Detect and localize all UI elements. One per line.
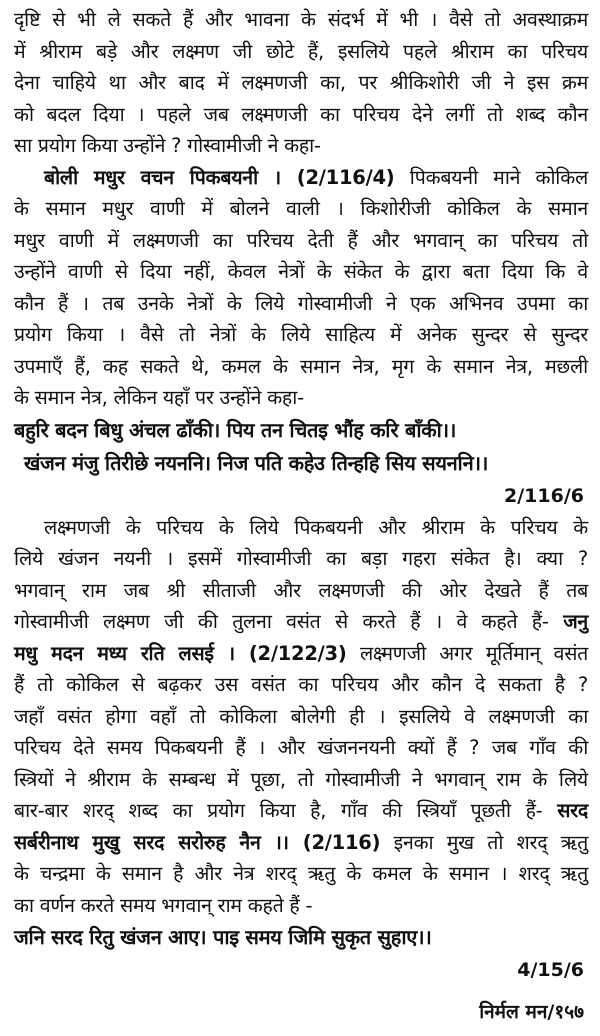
- text-line: उन्होंने वाणी से दिया नहीं, केवल नेत्रों के संकेत के द्वारा बता दिया कि वे: [14, 260, 588, 283]
- paragraph-2: [14, 162, 588, 414]
- paragraph-1: [14, 4, 588, 162]
- text-line: [14, 606, 588, 638]
- text-line: [14, 827, 588, 859]
- text-span: बार-बार शरद् शब्द का प्रयोग किया है, गाँव की स्त्रियाँ पूछती हैं-: [14, 799, 558, 822]
- text-line: को बदल दिया । पहले जब लक्ष्मणजी का परिचय देने लगीं तो शब्द कौन: [14, 102, 588, 126]
- text-line: के समान नेत्र, लेकिन यहाँ पर उन्होंने कहा-: [14, 386, 304, 409]
- text-line: [14, 795, 588, 827]
- text-span: गोस्वामीजी लक्ष्मण जी की तुलना वसंत से करते हैं । वे कहते हैं-: [14, 610, 564, 633]
- quote-bold: मधु मदन मध्य रति लसई । (2/122/3): [14, 641, 347, 665]
- text-line: में श्रीराम बड़े और लक्ष्मण जी छोटे हैं, इसलिये पहले श्रीराम का परिचय: [14, 39, 588, 63]
- verse-reference: 2/116/6: [504, 484, 584, 507]
- text-line: प्रयोग किया । वैसे तो नेत्रों के लिये साहित्य में अनेक सुन्दर से सुन्दर: [14, 323, 588, 346]
- text-line: के समान मधुर वाणी में बोलने वाली । किशोरीजी कोकिल के समान: [14, 197, 588, 220]
- text-line: जहाँ वसंत होगा वहाँ तो कोकिला बोलेगी ही । इसलिये वे लक्ष्मणजी का: [14, 704, 588, 728]
- text-line: मधुर वाणी में लक्ष्मणजी का परिचय देती हैं और भगवान् का परिचय तो: [14, 228, 588, 252]
- quote-bold: सरद: [557, 799, 588, 822]
- text-line: सा प्रयोग किया उन्होंने ? गोस्वामीजी ने कहा-: [14, 134, 321, 157]
- text-line: लक्ष्मणजी के परिचय के लिये पिकबयनी और श्रीराम के परिचय के: [44, 515, 588, 539]
- text-line: उपमाएँ हैं, कह सकते थे, कमल के समान नेत्र, मृग के समान नेत्र, मछली: [14, 354, 588, 378]
- quote-bold: जनु: [563, 610, 588, 633]
- text-line: का वर्णन करते समय भगवान् राम कहते हैं -: [14, 893, 313, 917]
- quote-bold: बोली मधुर वचन पिकबयनी । (2/116/4): [44, 165, 395, 189]
- text-line: देना चाहिये था और बाद में लक्ष्मणजी का, पर श्रीकिशोरी जी ने इस क्रम: [14, 71, 588, 94]
- text-line: दृष्टि से भी ले सकते हैं और भावना के संदर्भ में भी । वैसे तो अवस्थाक्रम: [14, 8, 588, 31]
- text-span: इनका मुख तो शरद् ऋतु: [380, 830, 588, 854]
- verse-2: [14, 921, 588, 986]
- paragraph-3: [14, 512, 588, 922]
- text-line: स्त्रियों ने श्रीराम के सम्बन्ध में पूछा, तो गोस्वामीजी ने भगवान् राम के लिये: [14, 767, 588, 791]
- verse-1: [14, 414, 588, 512]
- verse-line: बहुरि बदन बिधु अंचल ढाँकी। पिय तन चितइ भौंह करि बाँकी।।: [14, 417, 457, 442]
- text-line: [14, 162, 588, 194]
- text-span: पिकबयनी माने कोकिल: [394, 165, 588, 189]
- verse-line: जनि सरद रितु खंजन आए। पाइ समय जिमि सुकृत सुहाए।।: [14, 925, 432, 949]
- quote-bold: सर्बरीनाथ मुखु सरद सरोरुह नैन ।। (2/116): [14, 830, 381, 854]
- text-line: लिये खंजन नयनी । इसमें गोस्वामीजी का बड़ा गहरा संकेत है। क्या ?: [14, 547, 588, 570]
- text-span: लक्ष्मणजी अगर मूर्तिमान् वसंत: [346, 641, 588, 665]
- page-footer: निर्मल मन/१५७: [479, 1001, 584, 1023]
- text-line: परिचय देते समय पिकबयनी हैं । और खंजननयनी क्यों हैं ? जब गाँव की: [14, 736, 588, 759]
- text-line: के चन्द्रमा के समान है और नेत्र शरद् ऋतु के कमल के समान । शरद् ऋतु: [14, 862, 588, 885]
- text-line: कौन हैं । तब उनके नेत्रों के लिये गोस्वामीजी ने एक अभिनव उपमा का: [14, 291, 588, 315]
- verse-line: खंजन मंजु तिरीछे नयननि। निज पति कहेउ तिन्हहि सिय सयननि।।: [24, 450, 489, 475]
- text-line: [14, 638, 588, 670]
- text-line: भगवान् राम जब श्री सीताजी और लक्ष्मणजी की ओर देखते हैं तब: [14, 578, 588, 602]
- verse-reference: 4/15/6: [517, 959, 584, 981]
- text-line: हैं तो कोकिल से बढ़कर उस वसंत का परिचय और कौन दे सकता है ?: [14, 673, 588, 696]
